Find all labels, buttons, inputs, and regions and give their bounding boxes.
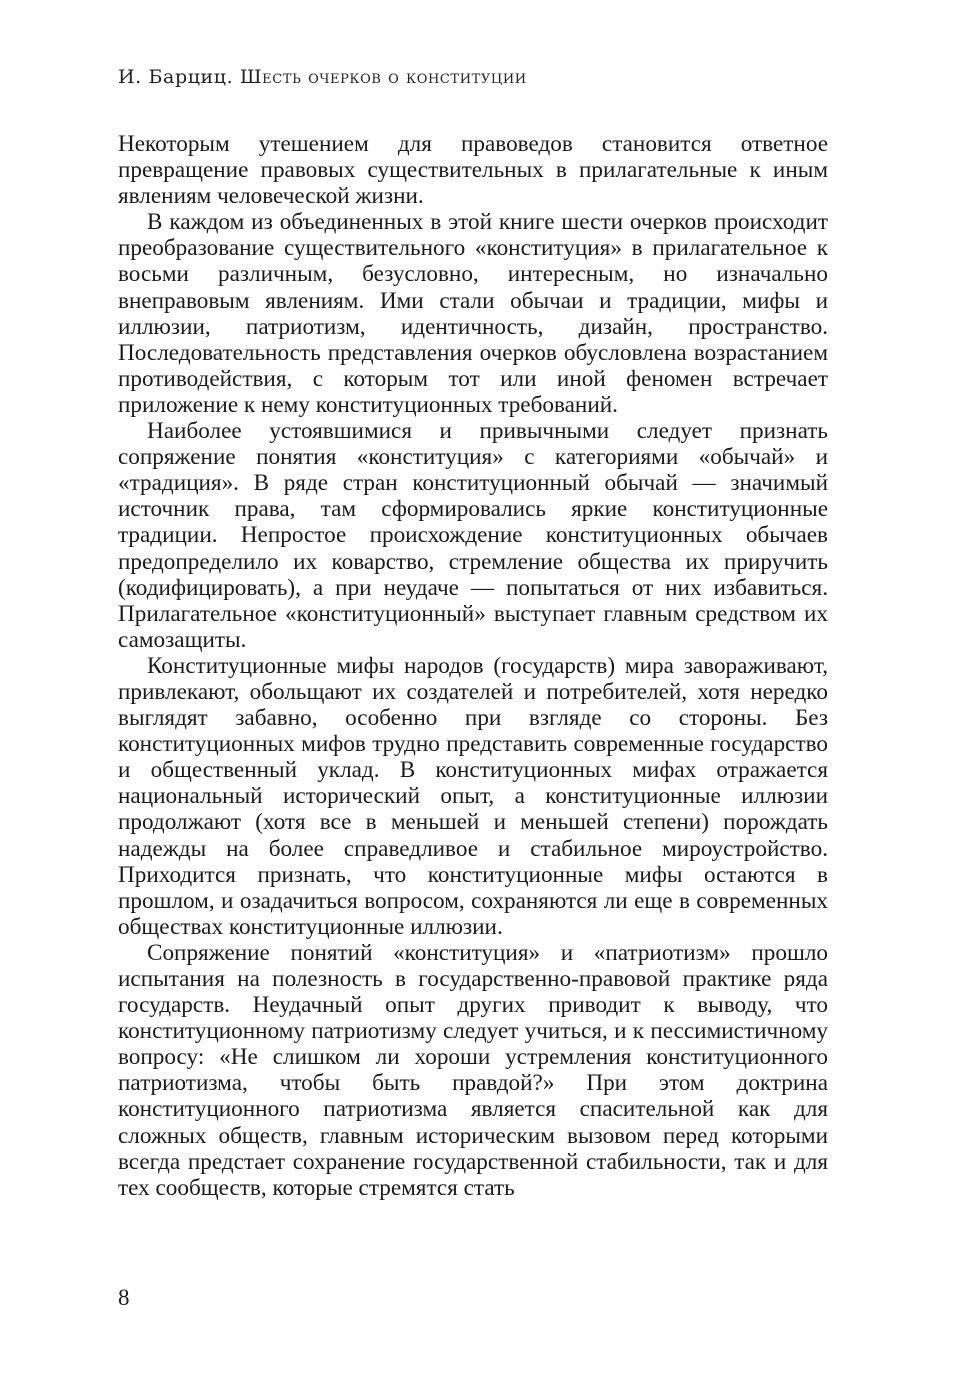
page-number: 8 (118, 1285, 130, 1310)
paragraph: Наиболее устоявшимися и привычными следует признать сопряжение понятия «конституция» с категориями «обычай» и «традиция». В ряде стран конституционный обычай — значимый источник права, там сформировались яркие конституционные традиции. Непростое происхождение конституционных обычаев предопределило их коварство, стремление общества их приручить (кодифицировать), а при неудаче — попытаться от них избавиться. Прилагательное «конституционный» выступает главным средством их самозащиты. (118, 418, 828, 653)
body-text (118, 131, 828, 1201)
paragraph: Конституционные мифы народов (государств) мира завораживают, привлекают, обольщают их создателей и потребителей, хотя нередко выглядят забавно, особенно при взгляде со стороны. Без конституционных мифов трудно представить современные государство и общественный уклад. В конституционных мифах отражается национальный исторический опыт, а конституционные иллюзии продолжают (хотя все в меньшей и меньшей степени) порождать надежды на более справедливое и стабильное мироустройство. Приходится признать, что конституционные мифы остаются в прошлом, и озадачиться вопросом, сохраняются ли еще в современных обществах конституционные иллюзии. (118, 652, 828, 940)
paragraph: Сопряжение понятий «конституция» и «патриотизм» прошло испытания на полезность в государственно-правовой практике ряда государств. Неудачный опыт других приводит к выводу, что конституционному патриотизму следует учиться, и к пессимистичному вопросу: «Не слишком ли хороши устремления конституционного патриотизма, чтобы быть правдой?» При этом доктрина конституционного патриотизма является спасительной как для сложных обществ, главным историческим вызовом перед которыми всегда предстает сохранение государственной стабильности, так и для тех сообществ, которые стремятся стать (118, 939, 828, 1201)
running-head-title: Шесть очерков о конституции (239, 66, 527, 88)
running-head (118, 66, 527, 88)
running-head-author: И. Барциц. (118, 66, 234, 88)
paragraph: В каждом из объединенных в этой книге шести очерков происходит преобразование существительного «конституция» в прилагательное к восьми различным, безусловно, интересным, но изначально внеправовым явлениям. Ими стали обычаи и традиции, мифы и иллюзии, патриотизм, идентичность, дизайн, пространство. Последовательность представления очерков обусловлена возрастанием противодействия, с которым тот или иной феномен встречает приложение к нему конституционных требований. (118, 209, 828, 418)
paragraph: Некоторым утешением для правоведов становится ответное превращение правовых существительных в прилагательные к иным явлениям человеческой жизни. (118, 131, 828, 210)
